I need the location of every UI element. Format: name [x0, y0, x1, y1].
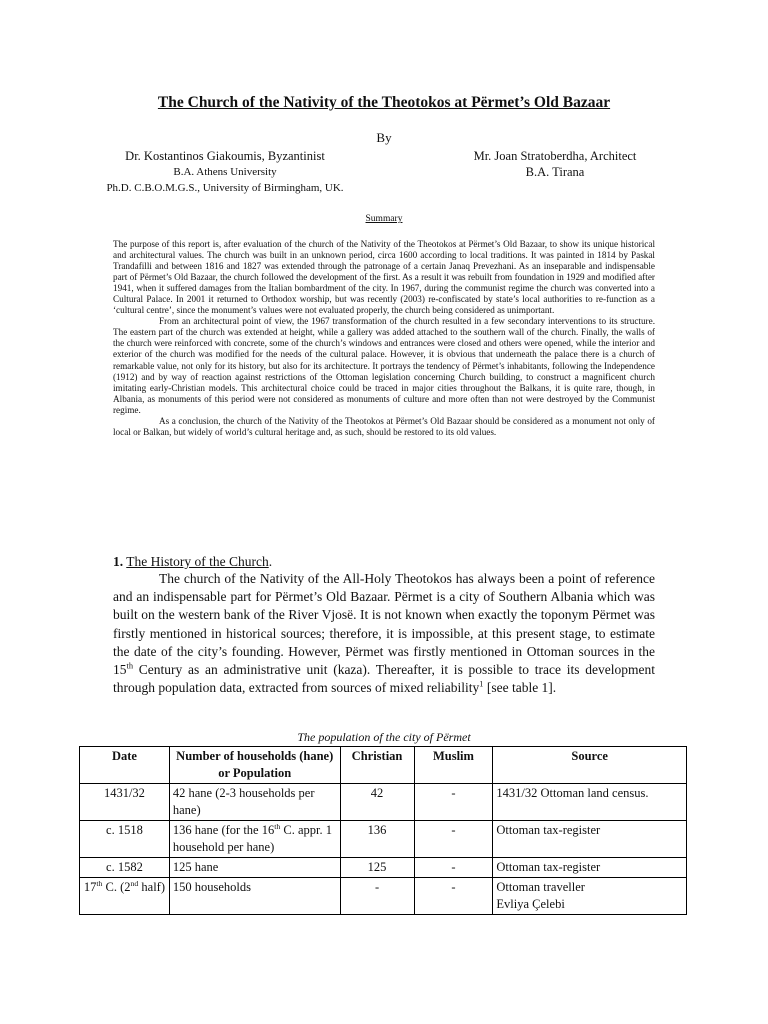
- cell-text: C. appr. 1 household per hane): [172, 823, 332, 854]
- author-1: [75, 148, 375, 196]
- cell-christian: 42: [340, 784, 414, 821]
- summary-paragraph: As a conclusion, the church of the Nativity of the Theotokos at Përmet’s Old Bazaar should be considered as a monument not only of local or Balkan, but widely of world’s cultural heritage and, as such, should be restored to its old values.: [113, 415, 655, 437]
- summary-text: [113, 239, 655, 438]
- table-caption: The population of the city of Përmet: [297, 730, 471, 744]
- table-row: [80, 784, 687, 821]
- cell-muslim: -: [414, 821, 493, 858]
- section-title: The History of the Church: [126, 554, 269, 569]
- cell-households: 42 hane (2-3 households per hane): [169, 784, 340, 821]
- summary-paragraph: The purpose of this report is, after evaluation of the church of the Nativity of the Theotokos at Përmet’s Old Bazaar, to show its unique historical and architectural values. The church was built in an unknown period, circa 1600 according to local traditions. It was painted in 1814 by Paskal Trandafilli and between 1816 and 1827 was extended through the patronage of a certain Janaq Prevezhani. As an inseparable and indispensable part of Përmet’s Old Bazaar, the church followed the development of the first. As a result it was rebuilt from foundation in 1929 and modified after 1941, when it suffered damages from the Italian bombardment of the city. In 1967, during the communist regime the church was converted into a Cultural Palace. In 2001 it returned to Orthodox worship, but was recently (2003) re-confiscated by state’s local authorities to re-function as a ‘cultural centre’, since the monument’s values were not evaluated properly, the church being considered as unimportant.: [113, 239, 655, 316]
- cell-source: 1431/32 Ottoman land census.: [493, 784, 687, 821]
- section-heading: [113, 554, 272, 570]
- cell-households: 150 households: [169, 878, 340, 915]
- body-paragraph: [113, 570, 655, 697]
- cell-source: [493, 878, 687, 915]
- author-1-name: Dr. Kostantinos Giakoumis, Byzantinist: [125, 149, 325, 163]
- table-header-row: [80, 747, 687, 784]
- cell-text: Evliya Çelebi: [496, 897, 565, 911]
- cell-text: C. (2: [102, 880, 131, 894]
- cell-households: [169, 821, 340, 858]
- cell-date: c. 1518: [80, 821, 170, 858]
- cell-text: 136 hane (for the 16: [172, 823, 275, 837]
- body-text-part: [see table 1].: [483, 680, 557, 696]
- cell-muslim: -: [414, 784, 493, 821]
- section-body: [113, 570, 655, 697]
- footnote-ref[interactable]: 1: [479, 679, 484, 689]
- summary-paragraph: From an architectural point of view, the 1967 transformation of the church resulted in a few secondary interventions to its structure. The eastern part of the church was extended at height, while a gallery was added attached to the southern wall of the church. Finally, the walls of the church were reinforced with concrete, some of the church’s windows and entrances were closed and others were opened, while the interior and exterior of the church was modified for the needs of the cultural palace. However, it is obvious that underneath the palace there is a church of remarkable value, not only for its history, but also for its architecture. It portrays the tendency of Përmet’s inhabitants, following the Independence (1912) and by way of reaction against restrictions of the Ottoman legislation concerning Church building, to construct a magnificent church imitating early-Christian models. This architectural choice could be traced in major cities throughout the Balkans, it is quite rare, though, in Albania, as monuments of this period were not considered as monuments of culture and more often than not were destroyed by the Communist regime.: [113, 316, 655, 415]
- author-1-phd: Ph.D. C.B.O.M.G.S., University of Birmingham, UK.: [106, 182, 344, 194]
- document-title: The Church of the Nativity of the Theotokos at Përmet’s Old Bazaar: [157, 94, 611, 111]
- cell-christian: -: [340, 878, 414, 915]
- cell-date: c. 1582: [80, 858, 170, 878]
- header-christian: Christian: [340, 747, 414, 784]
- table-row: [80, 821, 687, 858]
- cell-christian: 136: [340, 821, 414, 858]
- body-text-part: Century as an administrative unit (kaza). Thereafter, it is possible to trace its development through population data, extracted from sources of mixed reliability: [113, 662, 655, 696]
- table-row: [80, 878, 687, 915]
- superscript: nd: [130, 878, 139, 888]
- author-2: [450, 148, 660, 180]
- author-2-name: Mr. Joan Stratoberdha, Architect: [473, 149, 637, 163]
- section-title-period: .: [268, 554, 273, 569]
- section-number: 1.: [113, 554, 124, 569]
- cell-source: Ottoman tax-register: [493, 858, 687, 878]
- cell-households: 125 hane: [169, 858, 340, 878]
- header-muslim: Muslim: [414, 747, 493, 784]
- cell-text: Ottoman traveller: [496, 880, 585, 894]
- population-table: [79, 746, 687, 915]
- by-label: By: [376, 130, 392, 145]
- cell-text: 17: [83, 880, 97, 894]
- cell-muslim: -: [414, 858, 493, 878]
- table-row: [80, 858, 687, 878]
- author-1-degree: B.A. Athens University: [173, 166, 277, 178]
- cell-date: [80, 878, 170, 915]
- header-date: Date: [80, 747, 170, 784]
- superscript: th: [274, 821, 281, 831]
- header-source: Source: [493, 747, 687, 784]
- summary-heading: Summary: [365, 214, 403, 224]
- cell-muslim: -: [414, 878, 493, 915]
- cell-text: half): [138, 880, 165, 894]
- cell-date: 1431/32: [80, 784, 170, 821]
- author-2-degree: B.A. Tirana: [525, 165, 585, 179]
- header-households: Number of households (hane) or Population: [169, 747, 340, 784]
- body-text-part: The church of the Nativity of the All-Holy Theotokos has always been a point of reference and an indispensable part for Përmet’s Old Bazaar. Përmet is a city of Southern Albania which was built on the western bank of the River Vjosë. It is not known when exactly the toponym Përmet was firstly mentioned in historical sources; therefore, it is impossible, at this present stage, to estimate the date of the city’s founding. However, Përmet was firstly mentioned in Ottoman sources in the 15: [113, 571, 655, 678]
- superscript: th: [126, 661, 134, 671]
- cell-source: Ottoman tax-register: [493, 821, 687, 858]
- superscript: th: [96, 878, 103, 888]
- cell-christian: 125: [340, 858, 414, 878]
